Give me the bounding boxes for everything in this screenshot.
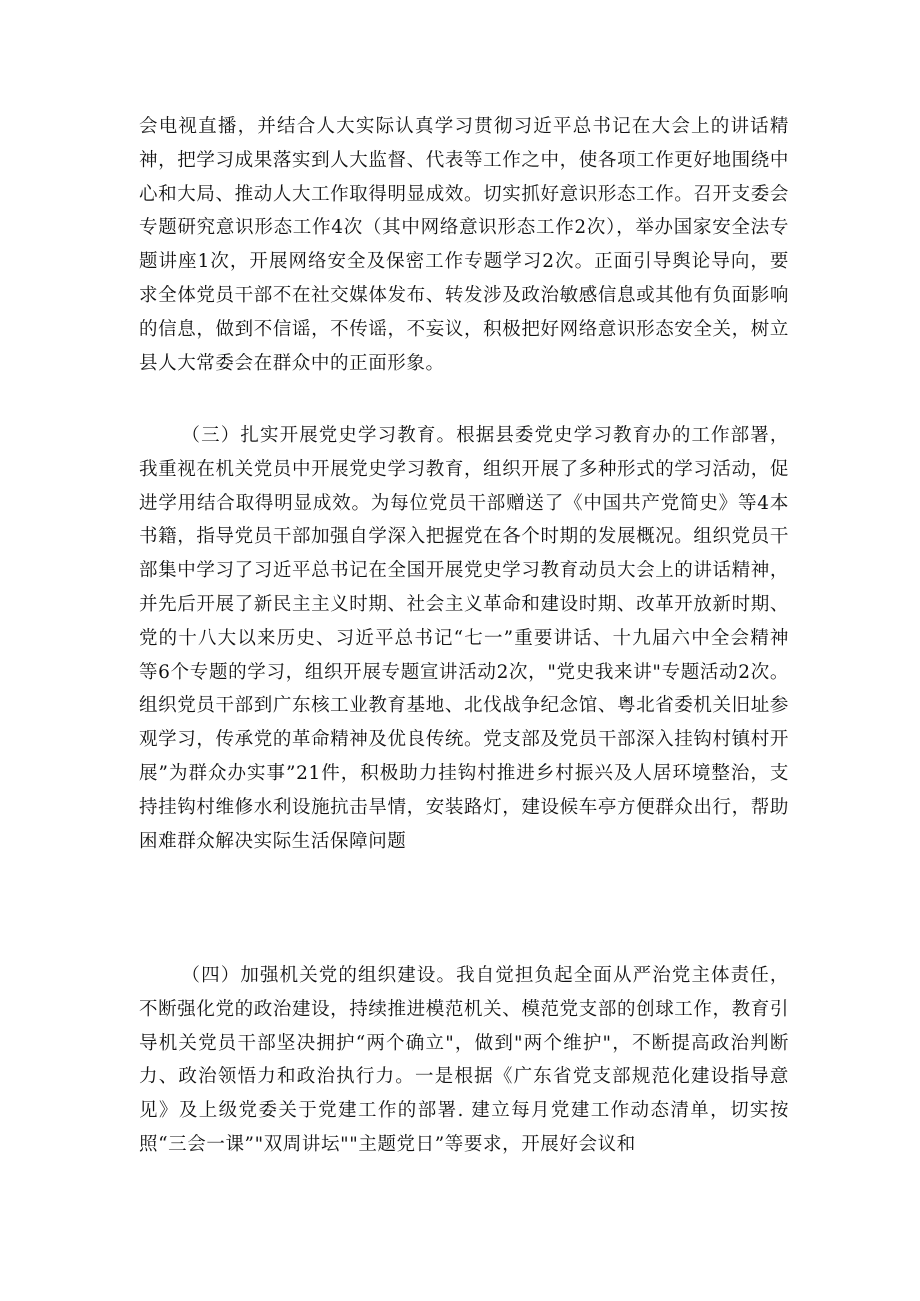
paragraph-text: （三）扎实开展党史学习教育。根据县委党史学习教育办的工作部署，我重视在机关党员中开展党史学习教育，组织开展了多种形式的学习活动，促进学用结合取得明显成效。为每位党员干部赠送了《中国共产党简史》等4本书籍，指导党员干部加强自学深入把握党在各个时期的发展概况。组织党员干部集中学习了习近平总书记在全国开展党史学习教育动员大会上的讲话精神，并先后开展了新民主主义时期、社会主义革命和建设时期、改革开放新时期、党的十八大以来历史、习近平总书记“七一”重要讲话、十九届六中全会精神等6个专题的学习，组织开展专题宣讲活动2次，"党史我来讲"专题活动2次。组织党员干部到广东核工业教育基地、北伐战争纪念馆、粤北省委机关旧址参观学习，传承党的革命精神及优良传统。党支部及党员干部深入挂钩村镇村开展”为群众办实事”21件，积极助力挂钩村推进乡村振兴及人居环境整治，支持挂钩村维修水利设施抗击旱情，安装路灯，建设候车亭方便群众出行，帮助困难群众解决实际生活保障问题 — [139, 425, 789, 852]
paragraph-party-history-education — [139, 419, 789, 858]
paragraph-ideology-work — [139, 110, 789, 380]
paragraph-text: （四）加强机关党的组织建设。我自觉担负起全面从严治党主体责任，不断强化党的政治建设，持续推进模范机关、模范党支部的创球工作，教育引导机关党员干部坚决拥护“两个确立"，做到"两个维护"，不断提高政治判断力、政治领悟力和政治执行力。一是根据《广东省党支部规范化建设指导意见》及上级党委关于党建工作的部署. 建立每月党建工作动态清单，切实按照“三会一课”"双周讲坛""主题党日”等要求，开展好会议和 — [139, 965, 789, 1155]
paragraph-party-organization-building — [139, 959, 789, 1162]
paragraph-text: 会电视直播，并结合人大实际认真学习贯彻习近平总书记在大会上的讲话精神，把学习成果落实到人大监督、代表等工作之中，使各项工作更好地围绕中心和大局、推动人大工作取得明显成效。切实抓好意识形态工作。召开支委会专题研究意识形态工作4次（其中网络意识形态工作2次），举办国家安全法专题讲座1次，开展网络安全及保密工作专题学习2次。正面引导舆论导向，要求全体党员干部不在社交媒体发布、转发涉及政治敏感信息或其他有负面影响的信息，做到不信谣，不传谣，不妄议，积极把好网络意识形态安全关，树立县人大常委会在群众中的正面形象。 — [139, 116, 789, 374]
